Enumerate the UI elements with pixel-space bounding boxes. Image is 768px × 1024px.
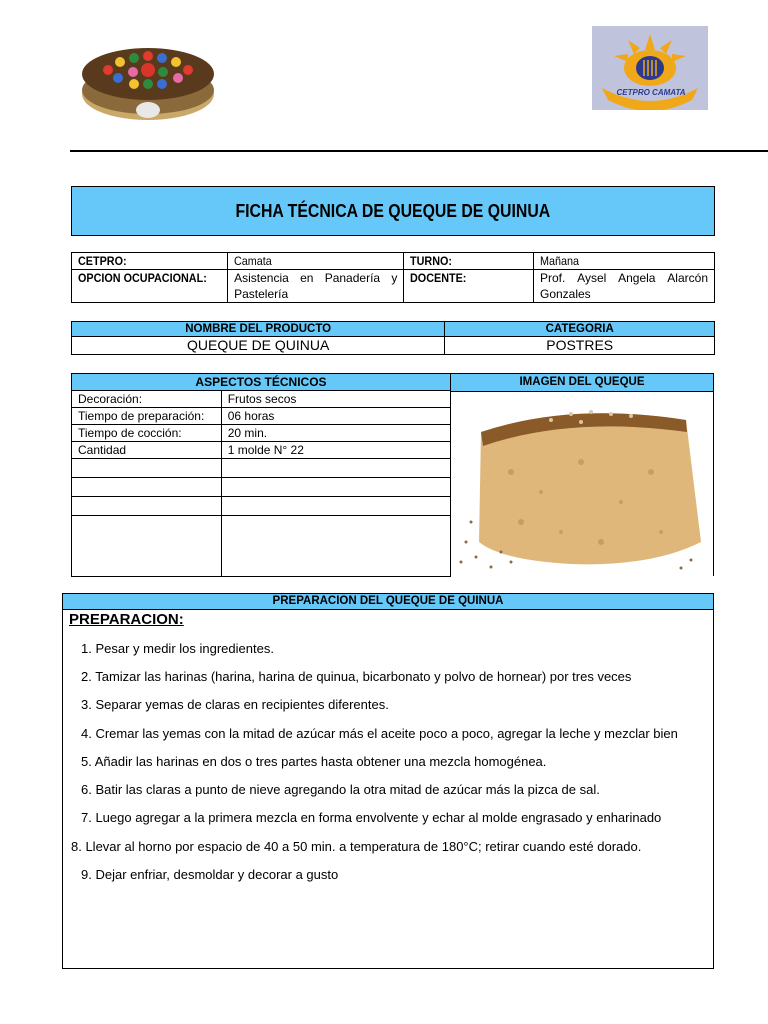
image-header: IMAGEN DEL QUEQUE	[451, 374, 713, 392]
info-table	[71, 252, 715, 303]
aspect-label: Tiempo de preparación:	[72, 408, 222, 425]
turno-value: Mañana	[533, 253, 714, 270]
preparation-header: PREPARACION DEL QUEQUE DE QUINUA	[63, 594, 713, 610]
step-item: 4. Cremar las yemas con la mitad de azúcar más el aceite poco a poco, agregar la leche y mezclar bien	[81, 726, 678, 741]
info-row-cetpro	[72, 253, 715, 270]
aspect-value: Frutos secos	[221, 391, 450, 408]
step-item: 2. Tamizar las harinas (harina, harina de quinua, bicarbonato y polvo de hornear) por tres veces	[81, 669, 632, 684]
aspect-row	[72, 425, 451, 442]
opcion-value	[228, 270, 404, 303]
image-panel	[451, 373, 714, 576]
product-category: POSTRES	[445, 337, 715, 355]
product-name: QUEQUE DE QUINUA	[72, 337, 445, 355]
cake-logo-image	[78, 40, 218, 124]
step-item: 1. Pesar y medir los ingredientes.	[81, 641, 274, 656]
aspect-row	[72, 408, 451, 425]
aspect-label: Cantidad	[72, 442, 222, 459]
product-name-header: NOMBRE DEL PRODUCTO	[72, 322, 445, 337]
info-row-opcion	[72, 270, 715, 303]
preparation-section	[62, 593, 714, 969]
document-title-text: FICHA TÉCNICA DE QUEQUE DE QUINUA	[235, 200, 551, 221]
opcion-value-line1: Asistencia en Panadería y	[234, 271, 398, 285]
docente-value-line2: Gonzales	[539, 287, 591, 301]
aspect-empty-row	[72, 516, 451, 577]
aspect-label: Tiempo de cocción:	[72, 425, 222, 442]
aspects-header: ASPECTOS TÉCNICOS	[72, 374, 451, 391]
cake-photo	[451, 392, 713, 576]
document-title	[71, 186, 715, 236]
step-item: 8. Llevar al horno por espacio de 40 a 50 min. a temperatura de 180°C; retirar cuando esté dorado.	[71, 839, 642, 854]
step-item: 7. Luego agregar a la primera mezcla en forma envolvente y echar al molde engrasado y enharinado	[81, 810, 662, 825]
step-item: 9. Dejar enfriar, desmoldar y decorar a gusto	[81, 867, 339, 882]
step-item: 6. Batir las claras a punto de nieve agregando la otra mitad de azúcar más la pizca de sal.	[81, 782, 600, 797]
aspect-empty-row	[72, 459, 451, 478]
opcion-value-line2: Pastelería	[234, 287, 289, 301]
turno-label: TURNO:	[404, 253, 534, 270]
aspect-value: 20 min.	[221, 425, 450, 442]
logo-text: CETPRO CAMATA	[616, 88, 686, 97]
aspect-value: 1 molde N° 22	[221, 442, 450, 459]
aspects-table	[71, 373, 451, 577]
aspect-value: 06 horas	[221, 408, 450, 425]
aspect-empty-row	[72, 478, 451, 497]
docente-value	[533, 270, 714, 303]
docente-label: DOCENTE:	[404, 270, 534, 303]
opcion-label: OPCION OCUPACIONAL:	[72, 270, 228, 303]
step-item: 5. Añadir las harinas en dos o tres partes hasta obtener una mezcla homogénea.	[81, 754, 547, 769]
docente-value-line1: Prof. Aysel Angela Alarcón	[539, 271, 708, 285]
aspect-row	[72, 442, 451, 459]
category-header: CATEGORIA	[445, 322, 715, 337]
step-item: 3. Separar yemas de claras en recipientes diferentes.	[81, 697, 389, 712]
preparation-title: PREPARACION:	[69, 611, 184, 628]
aspect-row	[72, 391, 451, 408]
cetpro-value: Camata	[228, 253, 404, 270]
cetpro-camata-logo	[592, 26, 708, 110]
product-table	[71, 321, 715, 355]
aspect-label: Decoración:	[72, 391, 222, 408]
header-divider	[70, 150, 768, 152]
cetpro-label: CETPRO:	[72, 253, 228, 270]
aspect-empty-row	[72, 497, 451, 516]
